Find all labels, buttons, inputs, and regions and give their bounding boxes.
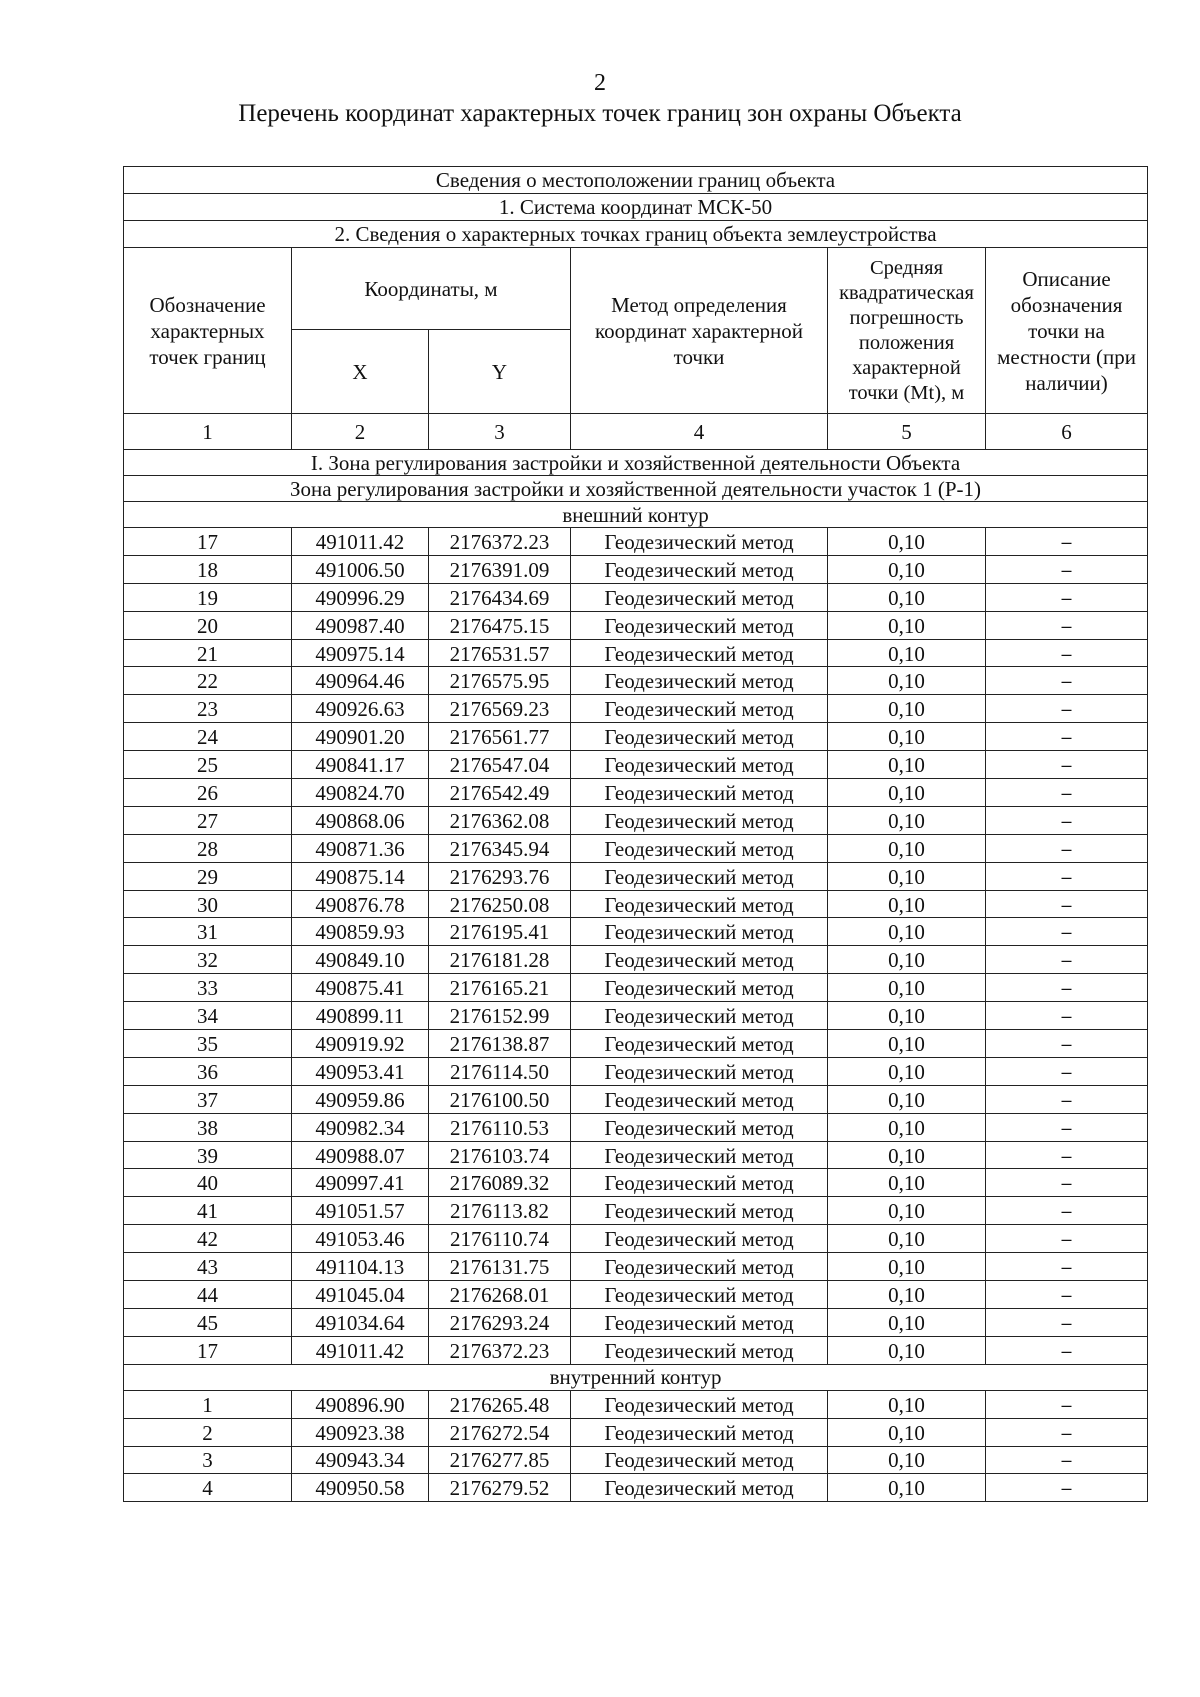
table-row (124, 1308, 1148, 1336)
error-value: 0,10 (828, 1002, 986, 1030)
method: Геодезический метод (571, 779, 828, 807)
subzone-title: Зона регулирования застройки и хозяйственной деятельности участок 1 (Р-1) (124, 476, 1148, 502)
description: – (986, 1253, 1148, 1281)
col-header-x: X (292, 330, 429, 414)
y-coordinate: 2176561.77 (429, 723, 571, 751)
description: – (986, 779, 1148, 807)
error-value: 0,10 (828, 918, 986, 946)
error-value: 0,10 (828, 946, 986, 974)
table-row (124, 723, 1148, 751)
description: – (986, 834, 1148, 862)
method: Геодезический метод (571, 862, 828, 890)
subzone-title-row (124, 476, 1148, 502)
point-label: 21 (124, 639, 292, 667)
description: – (986, 1446, 1148, 1474)
column-number: 2 (292, 414, 429, 450)
description: – (986, 751, 1148, 779)
method: Геодезический метод (571, 1336, 828, 1364)
error-value: 0,10 (828, 1197, 986, 1225)
method: Геодезический метод (571, 583, 828, 611)
x-coordinate: 490876.78 (292, 890, 429, 918)
error-value: 0,10 (828, 723, 986, 751)
method: Геодезический метод (571, 1085, 828, 1113)
header-location-info: Сведения о местоположении границ объекта (124, 167, 1148, 194)
error-value: 0,10 (828, 1141, 986, 1169)
error-value: 0,10 (828, 862, 986, 890)
col-header-coordinates: Координаты, м (292, 248, 571, 330)
y-coordinate: 2176575.95 (429, 667, 571, 695)
table-row (124, 806, 1148, 834)
description: – (986, 723, 1148, 751)
y-coordinate: 2176345.94 (429, 834, 571, 862)
method: Геодезический метод (571, 639, 828, 667)
point-label: 39 (124, 1141, 292, 1169)
inner-contour-row (124, 1364, 1148, 1390)
method: Геодезический метод (571, 751, 828, 779)
description: – (986, 974, 1148, 1002)
method: Геодезический метод (571, 1225, 828, 1253)
description: – (986, 1418, 1148, 1446)
point-label: 37 (124, 1085, 292, 1113)
y-coordinate: 2176475.15 (429, 611, 571, 639)
error-value: 0,10 (828, 1085, 986, 1113)
description: – (986, 1390, 1148, 1418)
point-label: 30 (124, 890, 292, 918)
description: – (986, 1002, 1148, 1030)
method: Геодезический метод (571, 974, 828, 1002)
method: Геодезический метод (571, 1169, 828, 1197)
y-coordinate: 2176362.08 (429, 806, 571, 834)
y-coordinate: 2176547.04 (429, 751, 571, 779)
x-coordinate: 490871.36 (292, 834, 429, 862)
error-value: 0,10 (828, 890, 986, 918)
point-label: 44 (124, 1281, 292, 1309)
x-coordinate: 490988.07 (292, 1141, 429, 1169)
point-label: 17 (124, 528, 292, 556)
point-label: 32 (124, 946, 292, 974)
table-row (124, 751, 1148, 779)
table-row (124, 1474, 1148, 1502)
table-row (124, 583, 1148, 611)
point-label: 38 (124, 1113, 292, 1141)
x-coordinate: 491053.46 (292, 1225, 429, 1253)
method: Геодезический метод (571, 1446, 828, 1474)
y-coordinate: 2176265.48 (429, 1390, 571, 1418)
table-row (124, 1169, 1148, 1197)
description: – (986, 1308, 1148, 1336)
error-value: 0,10 (828, 1308, 986, 1336)
x-coordinate: 490959.86 (292, 1085, 429, 1113)
x-coordinate: 490901.20 (292, 723, 429, 751)
table-row (124, 1336, 1148, 1364)
x-coordinate: 490875.14 (292, 862, 429, 890)
col-header-method: Метод определения координат характерной точки (571, 248, 828, 414)
point-label: 43 (124, 1253, 292, 1281)
x-coordinate: 490923.38 (292, 1418, 429, 1446)
description: – (986, 1141, 1148, 1169)
point-label: 27 (124, 806, 292, 834)
y-coordinate: 2176569.23 (429, 695, 571, 723)
x-coordinate: 491006.50 (292, 555, 429, 583)
error-value: 0,10 (828, 779, 986, 807)
table-row (124, 695, 1148, 723)
header-coordinate-system: 1. Система координат МСК-50 (124, 194, 1148, 221)
error-value: 0,10 (828, 555, 986, 583)
point-label: 4 (124, 1474, 292, 1502)
y-coordinate: 2176272.54 (429, 1418, 571, 1446)
point-label: 45 (124, 1308, 292, 1336)
y-coordinate: 2176372.23 (429, 528, 571, 556)
table-row (124, 946, 1148, 974)
inner-contour-label: внутренний контур (124, 1364, 1148, 1390)
description: – (986, 1169, 1148, 1197)
error-value: 0,10 (828, 834, 986, 862)
method: Геодезический метод (571, 946, 828, 974)
table-row (124, 1113, 1148, 1141)
table-row (124, 611, 1148, 639)
method: Геодезический метод (571, 611, 828, 639)
table-row (124, 779, 1148, 807)
description: – (986, 667, 1148, 695)
method: Геодезический метод (571, 1141, 828, 1169)
y-coordinate: 2176268.01 (429, 1281, 571, 1309)
method: Геодезический метод (571, 890, 828, 918)
header-row-2 (124, 194, 1148, 221)
table-row (124, 1446, 1148, 1474)
error-value: 0,10 (828, 695, 986, 723)
error-value: 0,10 (828, 1446, 986, 1474)
point-label: 22 (124, 667, 292, 695)
table-row (124, 528, 1148, 556)
y-coordinate: 2176138.87 (429, 1030, 571, 1058)
error-value: 0,10 (828, 751, 986, 779)
y-coordinate: 2176391.09 (429, 555, 571, 583)
header-row-3 (124, 221, 1148, 248)
method: Геодезический метод (571, 667, 828, 695)
col-header-y: Y (429, 330, 571, 414)
x-coordinate: 490964.46 (292, 667, 429, 695)
x-coordinate: 490987.40 (292, 611, 429, 639)
point-label: 33 (124, 974, 292, 1002)
point-label: 36 (124, 1057, 292, 1085)
description: – (986, 1085, 1148, 1113)
table-row (124, 1253, 1148, 1281)
y-coordinate: 2176089.32 (429, 1169, 571, 1197)
error-value: 0,10 (828, 1336, 986, 1364)
point-label: 40 (124, 1169, 292, 1197)
y-coordinate: 2176100.50 (429, 1085, 571, 1113)
point-label: 26 (124, 779, 292, 807)
method: Геодезический метод (571, 1030, 828, 1058)
error-value: 0,10 (828, 1253, 986, 1281)
description: – (986, 890, 1148, 918)
col-header-description: Описание обозначения точки на местности (при наличии) (986, 248, 1148, 414)
column-number-row (124, 414, 1148, 450)
method: Геодезический метод (571, 528, 828, 556)
method: Геодезический метод (571, 695, 828, 723)
x-coordinate: 490868.06 (292, 806, 429, 834)
point-label: 19 (124, 583, 292, 611)
description: – (986, 639, 1148, 667)
description: – (986, 1225, 1148, 1253)
description: – (986, 555, 1148, 583)
x-coordinate: 491011.42 (292, 1336, 429, 1364)
table-row (124, 834, 1148, 862)
error-value: 0,10 (828, 1113, 986, 1141)
table-row (124, 555, 1148, 583)
x-coordinate: 490896.90 (292, 1390, 429, 1418)
error-value: 0,10 (828, 1474, 986, 1502)
table-row (124, 974, 1148, 1002)
y-coordinate: 2176250.08 (429, 890, 571, 918)
y-coordinate: 2176279.52 (429, 1474, 571, 1502)
method: Геодезический метод (571, 1113, 828, 1141)
method: Геодезический метод (571, 834, 828, 862)
description: – (986, 1197, 1148, 1225)
error-value: 0,10 (828, 974, 986, 1002)
description: – (986, 611, 1148, 639)
point-label: 29 (124, 862, 292, 890)
header-row-1 (124, 167, 1148, 194)
description: – (986, 1281, 1148, 1309)
point-label: 34 (124, 1002, 292, 1030)
table-row (124, 1141, 1148, 1169)
x-coordinate: 490997.41 (292, 1169, 429, 1197)
method: Геодезический метод (571, 918, 828, 946)
y-coordinate: 2176152.99 (429, 1002, 571, 1030)
x-coordinate: 491104.13 (292, 1253, 429, 1281)
y-coordinate: 2176531.57 (429, 639, 571, 667)
col-header-point-label: Обозначение характерных точек границ (124, 248, 292, 414)
table-row (124, 1225, 1148, 1253)
description: – (986, 1057, 1148, 1085)
x-coordinate: 490953.41 (292, 1057, 429, 1085)
error-value: 0,10 (828, 639, 986, 667)
description: – (986, 528, 1148, 556)
document-title: Перечень координат характерных точек границ зон охраны Объекта (238, 100, 962, 127)
y-coordinate: 2176110.53 (429, 1113, 571, 1141)
table-row (124, 1390, 1148, 1418)
table-row (124, 1281, 1148, 1309)
x-coordinate: 490926.63 (292, 695, 429, 723)
method: Геодезический метод (571, 1308, 828, 1336)
method: Геодезический метод (571, 1057, 828, 1085)
method: Геодезический метод (571, 806, 828, 834)
method: Геодезический метод (571, 1390, 828, 1418)
y-coordinate: 2176293.76 (429, 862, 571, 890)
table-row (124, 890, 1148, 918)
table-row (124, 862, 1148, 890)
y-coordinate: 2176195.41 (429, 918, 571, 946)
page-number: 2 (594, 70, 606, 96)
outer-contour-row (124, 502, 1148, 528)
zone-title-row (124, 450, 1148, 476)
y-coordinate: 2176434.69 (429, 583, 571, 611)
col-header-error: Средняя квадратическая погрешность положения характерной точки (Mt), м (828, 248, 986, 414)
outer-contour-label: внешний контур (124, 502, 1148, 528)
table-row (124, 1030, 1148, 1058)
method: Геодезический метод (571, 723, 828, 751)
x-coordinate: 490824.70 (292, 779, 429, 807)
point-label: 20 (124, 611, 292, 639)
column-number: 3 (429, 414, 571, 450)
description: – (986, 695, 1148, 723)
error-value: 0,10 (828, 1030, 986, 1058)
x-coordinate: 490875.41 (292, 974, 429, 1002)
method: Геодезический метод (571, 1002, 828, 1030)
description: – (986, 862, 1148, 890)
method: Геодезический метод (571, 1253, 828, 1281)
description: – (986, 583, 1148, 611)
x-coordinate: 490975.14 (292, 639, 429, 667)
table-row (124, 667, 1148, 695)
method: Геодезический метод (571, 1281, 828, 1309)
point-label: 1 (124, 1390, 292, 1418)
x-coordinate: 490841.17 (292, 751, 429, 779)
y-coordinate: 2176114.50 (429, 1057, 571, 1085)
column-header-row-1 (124, 248, 1148, 330)
method: Геодезический метод (571, 1418, 828, 1446)
error-value: 0,10 (828, 611, 986, 639)
method: Геодезический метод (571, 555, 828, 583)
description: – (986, 946, 1148, 974)
description: – (986, 918, 1148, 946)
point-label: 18 (124, 555, 292, 583)
error-value: 0,10 (828, 1057, 986, 1085)
table-row (124, 918, 1148, 946)
error-value: 0,10 (828, 1169, 986, 1197)
table-row (124, 1002, 1148, 1030)
point-label: 3 (124, 1446, 292, 1474)
point-label: 17 (124, 1336, 292, 1364)
x-coordinate: 490849.10 (292, 946, 429, 974)
x-coordinate: 491051.57 (292, 1197, 429, 1225)
description: – (986, 1113, 1148, 1141)
column-number: 1 (124, 414, 292, 450)
zone-title: I. Зона регулирования застройки и хозяйственной деятельности Объекта (124, 450, 1148, 476)
table-row (124, 1418, 1148, 1446)
x-coordinate: 490982.34 (292, 1113, 429, 1141)
y-coordinate: 2176542.49 (429, 779, 571, 807)
column-number: 6 (986, 414, 1148, 450)
x-coordinate: 490943.34 (292, 1446, 429, 1474)
method: Геодезический метод (571, 1474, 828, 1502)
header-points-info: 2. Сведения о характерных точках границ объекта землеустройства (124, 221, 1148, 248)
point-label: 31 (124, 918, 292, 946)
point-label: 35 (124, 1030, 292, 1058)
point-label: 23 (124, 695, 292, 723)
coordinates-table (123, 166, 1148, 1502)
error-value: 0,10 (828, 1281, 986, 1309)
point-label: 25 (124, 751, 292, 779)
method: Геодезический метод (571, 1197, 828, 1225)
point-label: 41 (124, 1197, 292, 1225)
error-value: 0,10 (828, 1418, 986, 1446)
description: – (986, 806, 1148, 834)
error-value: 0,10 (828, 528, 986, 556)
description: – (986, 1474, 1148, 1502)
x-coordinate: 490919.92 (292, 1030, 429, 1058)
point-label: 42 (124, 1225, 292, 1253)
description: – (986, 1030, 1148, 1058)
y-coordinate: 2176293.24 (429, 1308, 571, 1336)
column-number: 5 (828, 414, 986, 450)
table-row (124, 639, 1148, 667)
table-row (124, 1057, 1148, 1085)
y-coordinate: 2176103.74 (429, 1141, 571, 1169)
y-coordinate: 2176131.75 (429, 1253, 571, 1281)
point-label: 24 (124, 723, 292, 751)
description: – (986, 1336, 1148, 1364)
error-value: 0,10 (828, 806, 986, 834)
x-coordinate: 491034.64 (292, 1308, 429, 1336)
y-coordinate: 2176181.28 (429, 946, 571, 974)
error-value: 0,10 (828, 583, 986, 611)
x-coordinate: 490996.29 (292, 583, 429, 611)
y-coordinate: 2176277.85 (429, 1446, 571, 1474)
table-row (124, 1197, 1148, 1225)
x-coordinate: 490950.58 (292, 1474, 429, 1502)
point-label: 2 (124, 1418, 292, 1446)
point-label: 28 (124, 834, 292, 862)
y-coordinate: 2176113.82 (429, 1197, 571, 1225)
table-row (124, 1085, 1148, 1113)
column-number: 4 (571, 414, 828, 450)
error-value: 0,10 (828, 667, 986, 695)
error-value: 0,10 (828, 1390, 986, 1418)
x-coordinate: 491011.42 (292, 528, 429, 556)
error-value: 0,10 (828, 1225, 986, 1253)
y-coordinate: 2176372.23 (429, 1336, 571, 1364)
x-coordinate: 490859.93 (292, 918, 429, 946)
x-coordinate: 490899.11 (292, 1002, 429, 1030)
x-coordinate: 491045.04 (292, 1281, 429, 1309)
y-coordinate: 2176165.21 (429, 974, 571, 1002)
y-coordinate: 2176110.74 (429, 1225, 571, 1253)
